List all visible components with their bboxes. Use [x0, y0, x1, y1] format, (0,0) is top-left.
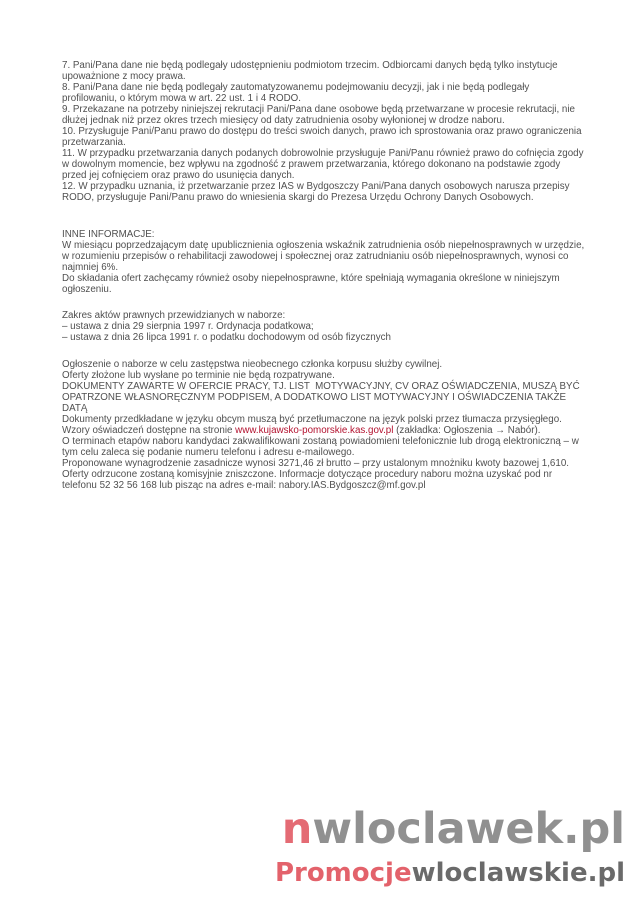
- notice-line: O terminach etapów naboru kandydaci zakwalifikowani zostaną powiadomieni telefonicznie lub drogą elektroniczną – w: [62, 436, 579, 447]
- notice-line: Proponowane wynagrodzenie zasadnicze wynosi 3271,46 zł brutto – przy ustalonym mnożniku kwoty bazowej 1,610.: [62, 458, 570, 469]
- rodo-line: 12. W przypadku uznania, iż przetwarzanie przez IAS w Bydgoszczy Pani/Pana danych osobowych narusza przepisy: [62, 181, 570, 192]
- notice-line: Dokumenty przedkładane w języku obcym muszą być przetłumaczone na język polski przez tłumacza przysięgłego.: [62, 414, 562, 425]
- notice-line: OPATRZONE WŁASNORĘCZNYM PODPISEM, A DODATKOWO LIST MOTYWACYJNY I OŚWIADCZENIA TAKŻE: [62, 392, 567, 403]
- notice-line: DATĄ: [62, 403, 88, 414]
- rodo-clauses: [62, 60, 584, 203]
- rodo-line: 8. Pani/Pana dane nie będą podlegały zautomatyzowanemu podejmowaniu decyzji, jak i nie będą podlegały: [62, 82, 530, 93]
- legal-acts-heading: Zakres aktów prawnych przewidzianych w naborze:: [62, 310, 286, 321]
- rodo-line: 10. Przysługuje Pani/Panu prawo do dostępu do treści swoich danych, prawo ich sprostowania oraz prawo ograniczenia: [62, 126, 582, 137]
- notice-line: Oferty odrzucone zostaną komisyjnie zniszczone. Informacje dotyczące procedury naboru można uzyskać pod nr: [62, 469, 553, 480]
- watermark-site-logo: [281, 804, 625, 854]
- rodo-line: 9. Przekazane na potrzeby niniejszej rekrutacji Pani/Pana dane osobowe będą przetwarzane w procesie rekrutacji, nie: [62, 104, 575, 115]
- rodo-line: w dowolnym momencie, bez wpływu na zgodność z prawem przetwarzania, którego dokonano na podstawie zgody: [62, 159, 561, 170]
- watermark-promo-logo: [275, 860, 625, 886]
- notice-line: telefonu 52 32 56 168 lub pisząc na adres e-mail: nabory.IAS.Bydgoszcz@mf.gov.pl: [62, 480, 426, 491]
- notice-line: Oferty złożone lub wysłane po terminie nie będą rozpatrywane.: [62, 370, 335, 381]
- legal-acts-section: [62, 310, 391, 343]
- forms-line-suffix: (zakładka: Ogłoszenia → Nabór).: [393, 425, 541, 436]
- rodo-line: przed jej cofnięciem oraz prawo do usunięcia danych.: [62, 170, 295, 181]
- watermark-main-rest: wloclawek.pl: [312, 804, 625, 854]
- forms-line-prefix: Wzory oświadczeń dostępne na stronie: [62, 425, 236, 436]
- other-information-line: W miesiącu poprzedzającym datę upublicznienia ogłoszenia wskaźnik zatrudnienia osób niepełnosprawnych w urzędzie,: [62, 240, 585, 251]
- rodo-line: dłużej jednak niż przez okres trzech miesięcy od daty zatrudnienia osoby wyłonionej w drodze naboru.: [62, 115, 505, 126]
- recruitment-notice-section: [62, 359, 580, 491]
- rodo-line: profilowaniu, o którym mowa w art. 22 ust. 1 i 4 RODO.: [62, 93, 302, 104]
- other-information-section: [62, 229, 584, 295]
- notice-line: tym celu zaleca się podanie numeru telefonu i adresu e-mailowego.: [62, 447, 355, 458]
- rodo-line: RODO, przysługuje Pani/Panu prawo do wniesienia skargi do Prezesa Urzędu Ochrony Danych Osobowych.: [62, 192, 534, 203]
- notice-line: Ogłoszenie o naborze w celu zastępstwa nieobecnego członka korpusu służby cywilnej.: [62, 359, 443, 370]
- rodo-line: 11. W przypadku przetwarzania danych podanych dobrowolnie przysługuje Pani/Panu również prawo do cofnięcia zgody: [62, 148, 584, 159]
- rodo-line: przetwarzania.: [62, 137, 126, 148]
- other-information-line: w rozumieniu przepisów o rehabilitacji zawodowej i społecznej oraz zatrudnianiu osób niepełnosprawnych, wynosi co: [62, 251, 569, 262]
- watermark-promo-accent: Promocje: [274, 858, 412, 888]
- forms-line: [62, 425, 580, 436]
- forms-website-link[interactable]: www.kujawsko-pomorskie.kas.gov.pl: [235, 425, 394, 436]
- watermark-promo-rest: wloclawskie.pl: [411, 858, 625, 888]
- other-information-line: najmniej 6%.: [62, 262, 119, 273]
- watermark-main-accent: n: [281, 804, 313, 854]
- other-information-heading: INNE INFORMACJE:: [62, 229, 155, 240]
- legal-act-item: – ustawa z dnia 29 sierpnia 1997 r. Ordynacja podatkowa;: [62, 321, 314, 332]
- other-information-line: ogłoszeniu.: [62, 284, 112, 295]
- other-information-line: Do składania ofert zachęcamy również osoby niepełnosprawne, które spełniają wymagania określone w niniejszym: [62, 273, 560, 284]
- notice-line: DOKUMENTY ZAWARTE W OFERCIE PRACY, TJ. LIST MOTYWACYJNY, CV ORAZ OŚWIADCZENIA, MUSZĄ BYĆ: [62, 381, 580, 392]
- legal-act-item: – ustawa z dnia 26 lipca 1991 r. o podatku dochodowym od osób fizycznych: [62, 332, 391, 343]
- rodo-line: 7. Pani/Pana dane nie będą podlegały udostępnieniu podmiotom trzecim. Odbiorcami danych będą tylko instytucje: [62, 60, 558, 71]
- rodo-line: upoważnione z mocy prawa.: [62, 71, 186, 82]
